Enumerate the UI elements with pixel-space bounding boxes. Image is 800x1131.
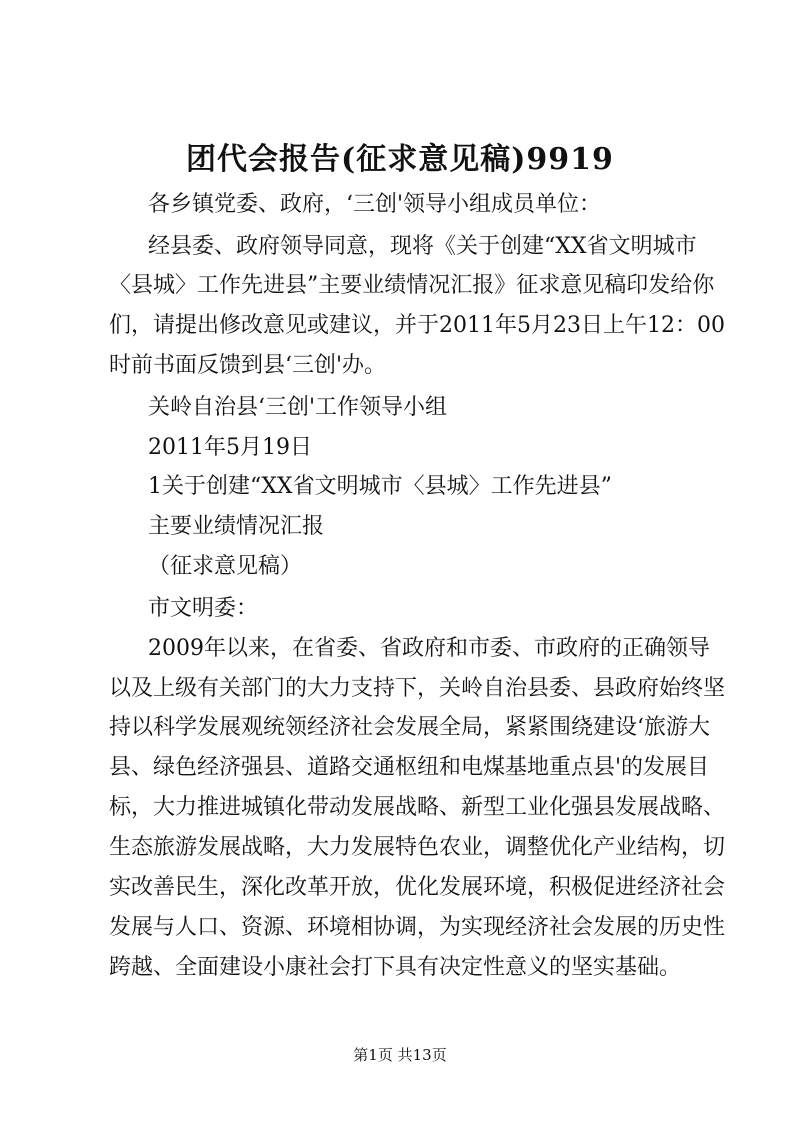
body-line: 发展与人口、资源、环境相协调，为实现经济社会发展的历史性 bbox=[109, 915, 726, 940]
body-line: 持以科学发展观统领经济社会发展全局，紧紧围绕建设‘旅游大 bbox=[109, 715, 710, 740]
section-heading: 1关于创建“XX省文明城市〈县城〉工作先进县” bbox=[148, 474, 612, 499]
body-line: 2009年以来，在省委、省政府和市委、市政府的正确领导 bbox=[148, 636, 710, 661]
body-line: 县、绿色经济强县、道路交通枢纽和电煤基地重点县'的发展目 bbox=[109, 755, 710, 780]
body-line: 〈县城〉工作先进县”主要业绩情况汇报》征求意见稿印发给你 bbox=[109, 273, 715, 298]
body-line: 时前书面反馈到县‘三创'办。 bbox=[109, 353, 387, 378]
body-line: 跨越、全面建设小康社会打下具有决定性意义的坚实基础。 bbox=[109, 955, 682, 980]
document-title: 团代会报告(征求意见稿)9919 bbox=[186, 142, 614, 177]
signature-line: 关岭自治县‘三创'工作领导小组 bbox=[148, 395, 448, 420]
recipient-line: 市文明委： bbox=[148, 596, 259, 621]
section-heading: 主要业绩情况汇报 bbox=[148, 514, 325, 539]
body-line: 生态旅游发展战略，大力发展特色农业，调整优化产业结构，切 bbox=[109, 835, 726, 860]
body-line: 们，请提出修改意见或建议，并于2011年5月23日上午12：00 bbox=[109, 313, 725, 338]
page-number: 第1页 共13页 bbox=[353, 1046, 447, 1064]
draft-note: （征求意见稿） bbox=[148, 554, 303, 579]
body-line: 经县委、政府领导同意，现将《关于创建“XX省文明城市 bbox=[148, 234, 697, 259]
body-line: 以及上级有关部门的大力支持下，关岭自治县委、县政府始终坚 bbox=[109, 676, 726, 701]
body-line: 实改善民生，深化改革开放，优化发展环境，积极促进经济社会 bbox=[109, 875, 726, 900]
date-line: 2011年5月19日 bbox=[148, 435, 312, 460]
salutation-line: 各乡镇党委、政府，‘三创'领导小组成员单位： bbox=[148, 192, 602, 217]
body-line: 标，大力推进城镇化带动发展战略、新型工业化强县发展战略、 bbox=[109, 795, 726, 820]
